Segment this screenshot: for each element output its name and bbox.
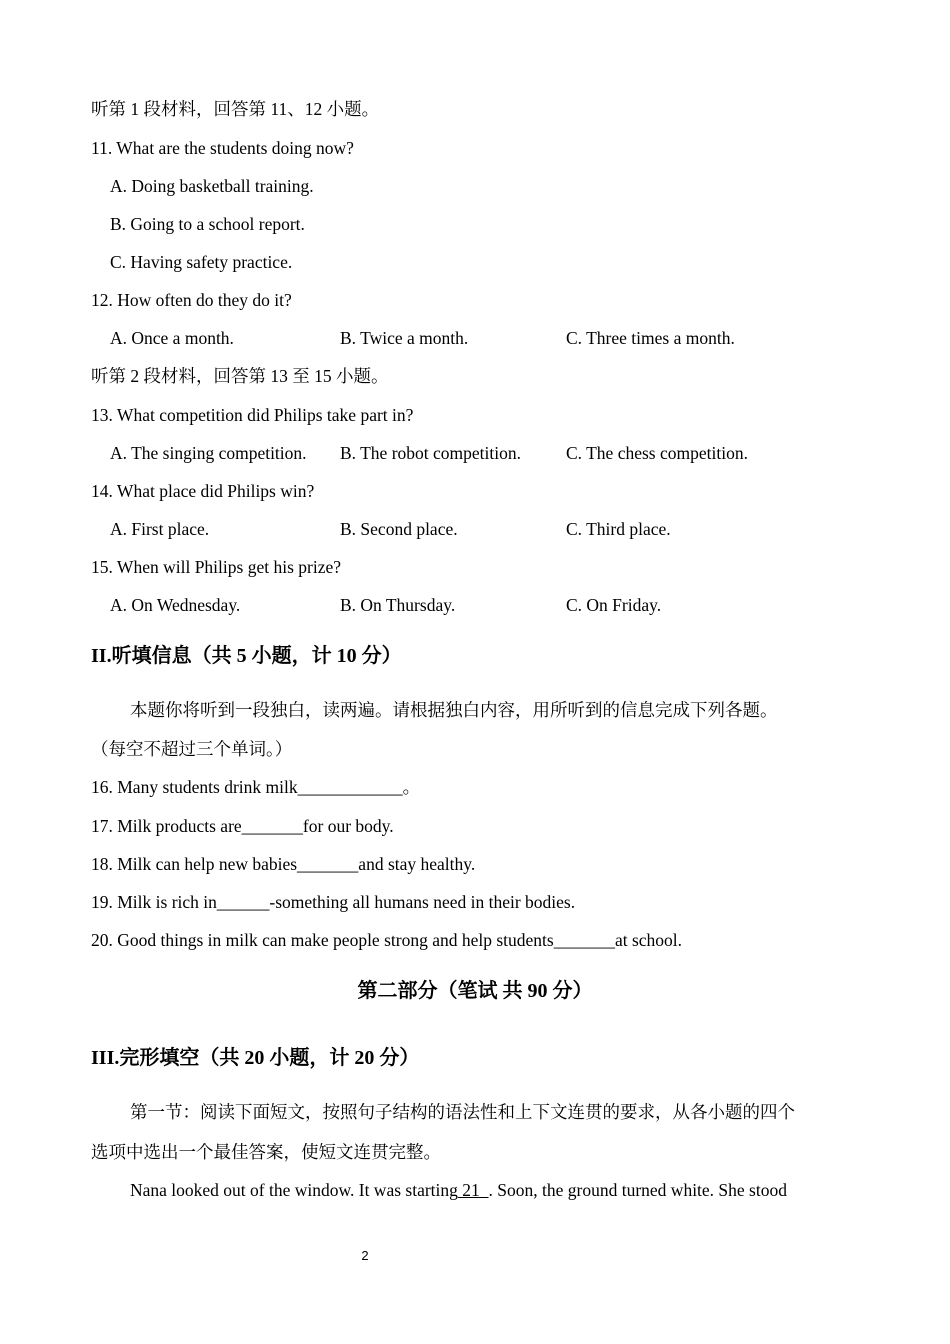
question-11: 11. What are the students doing now? — [91, 138, 354, 158]
question-15: 15. When will Philips get his prize? — [91, 557, 341, 577]
section-3-instructions-cont: 选项中选出一个最佳答案，使短文连贯完整。 — [91, 1142, 441, 1162]
cloze-passage-line — [130, 1179, 787, 1201]
page-number: 2 — [361, 1248, 369, 1263]
question-20: 20. Good things in milk can make people strong and help students_______at school. — [91, 930, 683, 950]
q14-option-a: A. First place. — [110, 519, 210, 539]
question-12: 12. How often do they do it? — [91, 290, 292, 310]
question-13: 13. What competition did Philips take part in? — [91, 405, 414, 425]
question-18: 18. Milk can help new babies_______and stay healthy. — [91, 854, 476, 874]
passage-text-start: Nana looked out of the window. It was starting — [130, 1180, 458, 1200]
q15-option-a: A. On Wednesday. — [110, 595, 241, 615]
q12-option-a: A. Once a month. — [110, 328, 234, 348]
q15-option-b: B. On Thursday. — [340, 595, 456, 615]
section-3-instructions: 第一节：阅读下面短文，按照句子结构的语法性和上下文连贯的要求，从各小题的四个 — [130, 1102, 795, 1122]
intro-passage-2: 听第 2 段材料，回答第 13 至 15 小题。 — [91, 366, 389, 386]
q11-option-b: B. Going to a school report. — [110, 214, 305, 234]
passage-text-cont: . Soon, the ground turned white. She stood — [488, 1180, 787, 1200]
section-2-heading: II.听填信息（共 5 小题，计 10 分） — [91, 645, 402, 667]
question-14: 14. What place did Philips win? — [91, 481, 315, 501]
section-2-instructions: 本题你将听到一段独白，读两遍。请根据独白内容，用所听到的信息完成下列各题。 — [130, 700, 778, 720]
part-2-title: 第二部分（笔试 共 90 分） — [357, 980, 593, 1002]
q11-option-a: A. Doing basketball training. — [110, 176, 314, 196]
section-3-heading: III.完形填空（共 20 小题，计 20 分） — [91, 1047, 420, 1069]
question-17: 17. Milk products are_______for our body. — [91, 816, 394, 836]
q15-option-c: C. On Friday. — [566, 595, 662, 615]
blank-21: 21 — [457, 1180, 489, 1200]
q14-option-b: B. Second place. — [340, 519, 458, 539]
q13-option-a: A. The singing competition. — [110, 443, 307, 463]
question-16: 16. Many students drink milk____________。 — [91, 777, 421, 797]
q14-option-c: C. Third place. — [566, 519, 671, 539]
q12-option-b: B. Twice a month. — [340, 328, 469, 348]
q13-option-b: B. The robot competition. — [340, 443, 521, 463]
q12-option-c: C. Three times a month. — [566, 328, 735, 348]
section-2-instructions-note: （每空不超过三个单词。） — [91, 739, 293, 759]
intro-passage-1: 听第 1 段材料，回答第 11、12 小题。 — [91, 99, 380, 119]
q11-option-c: C. Having safety practice. — [110, 252, 293, 272]
q13-option-c: C. The chess competition. — [566, 443, 748, 463]
question-19: 19. Milk is rich in______-something all humans need in their bodies. — [91, 892, 576, 912]
